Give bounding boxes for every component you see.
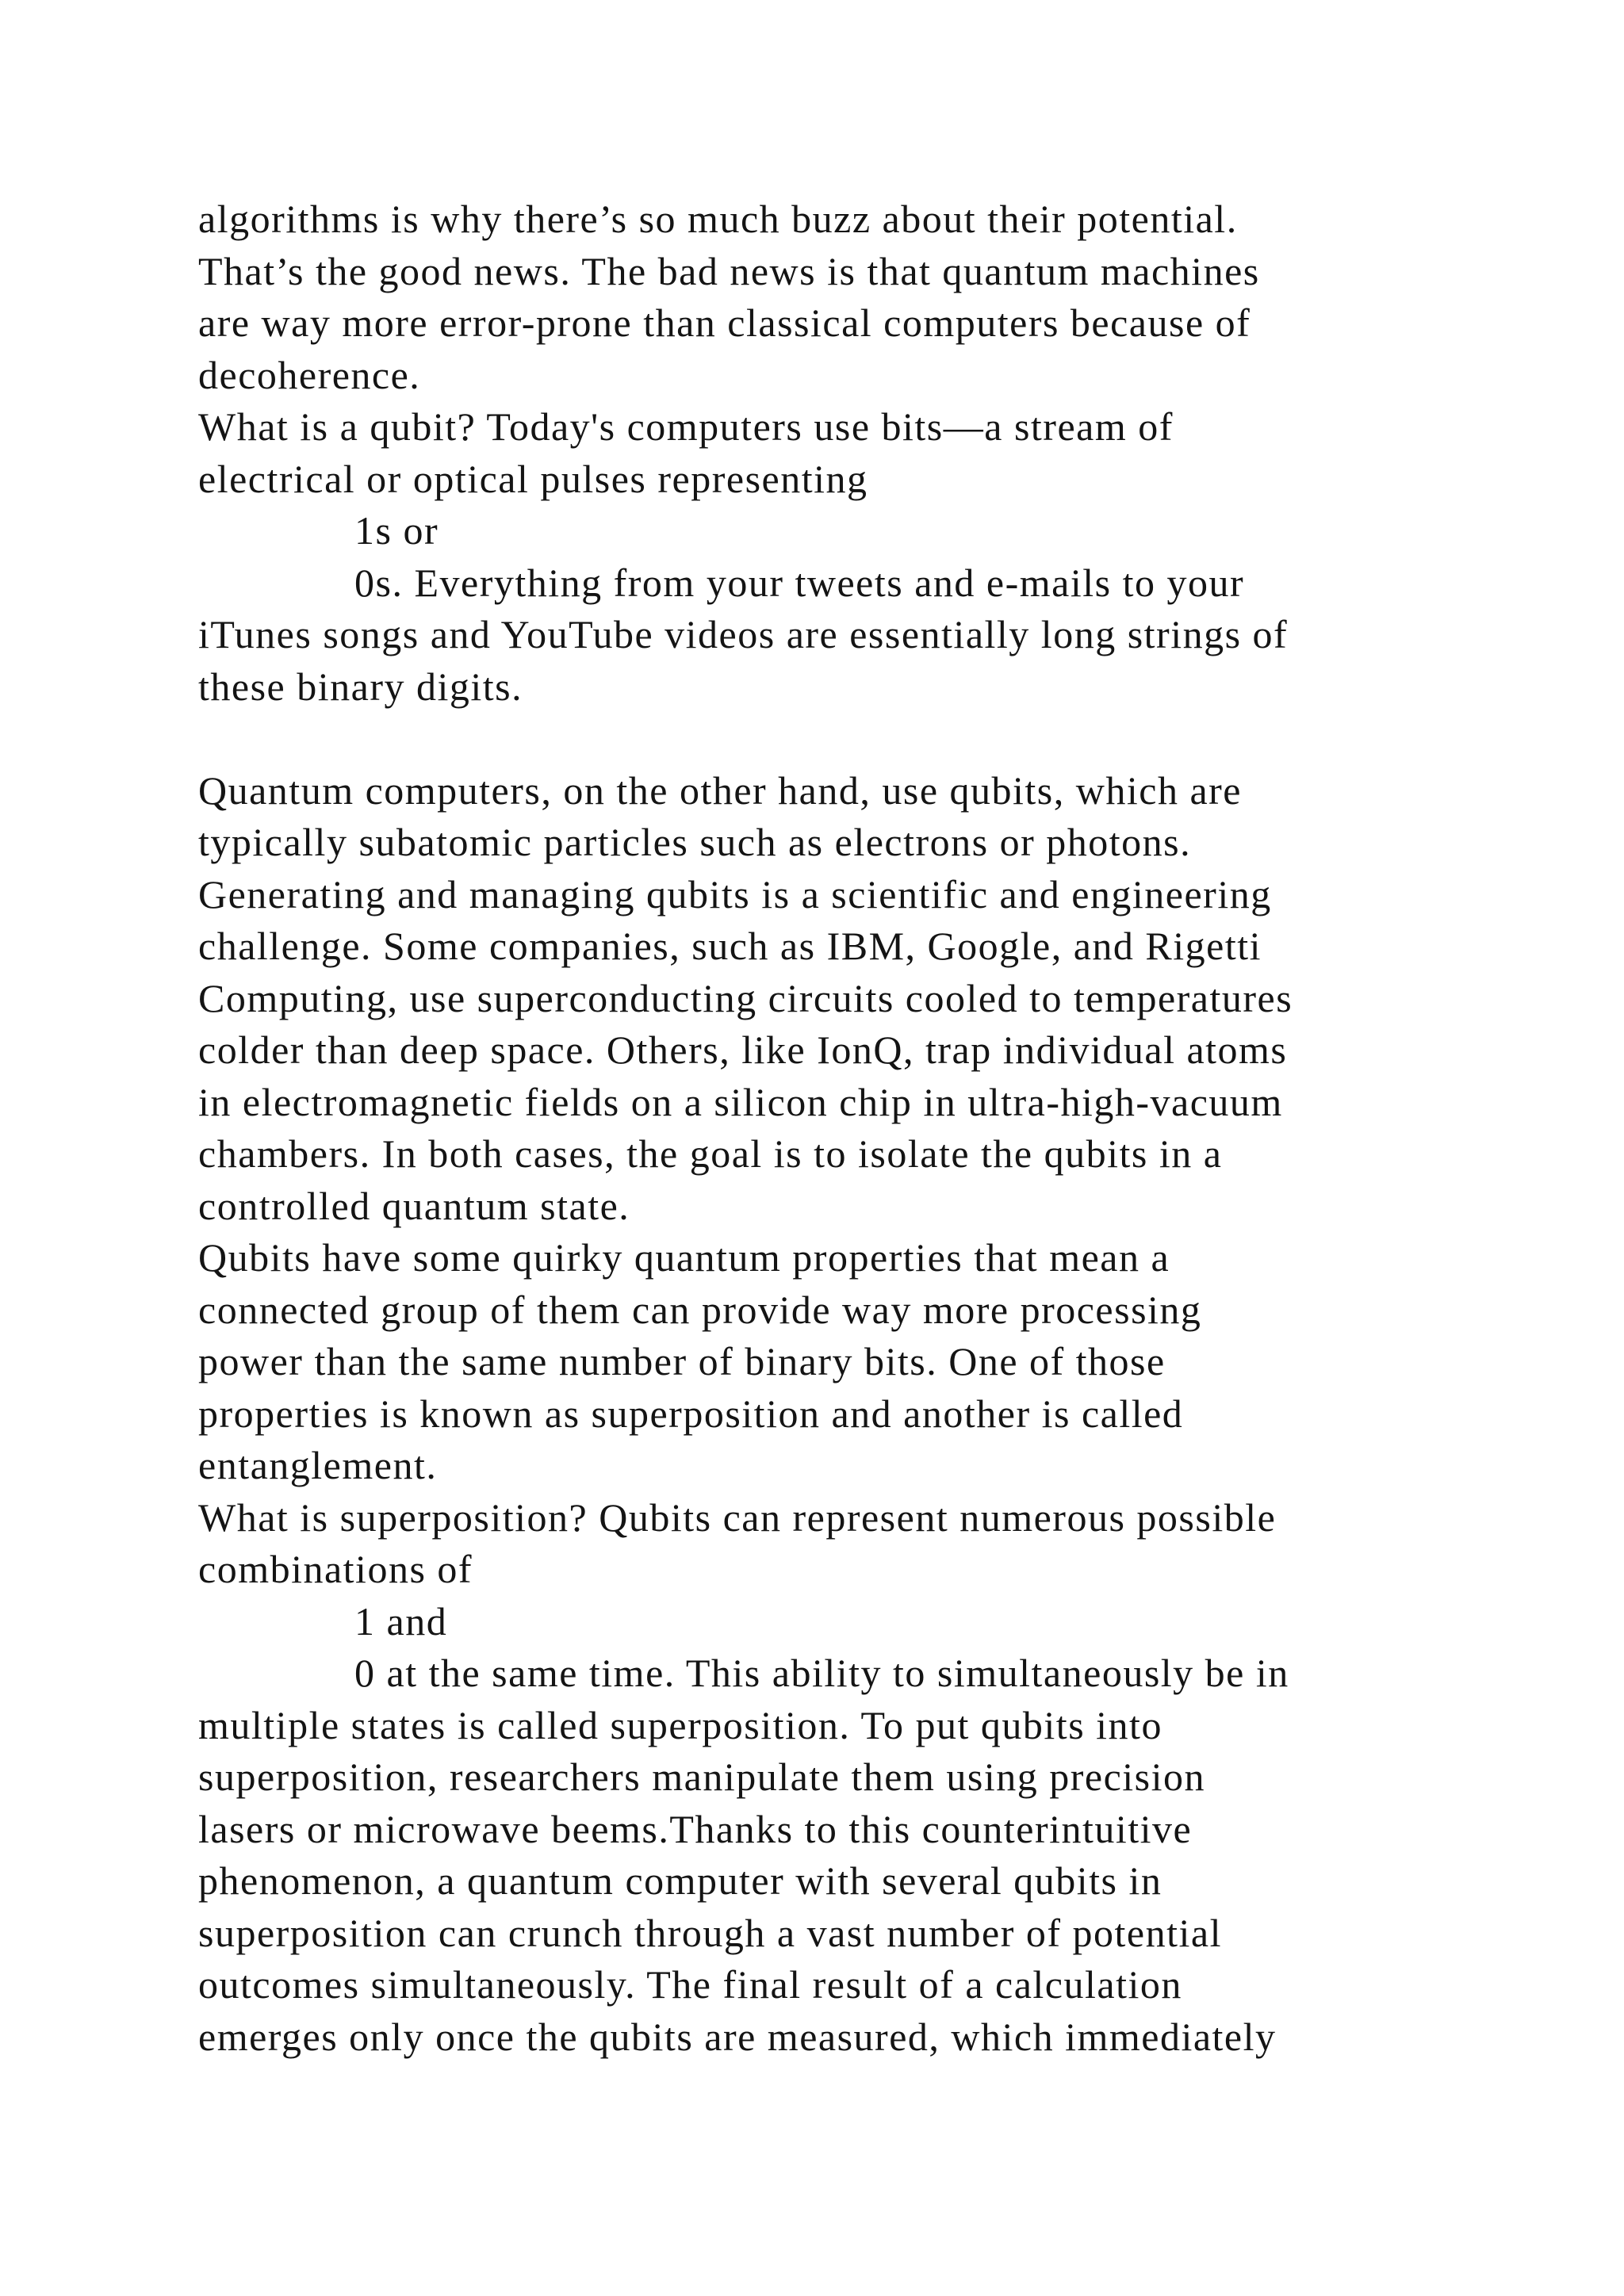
text-line: Generating and managing qubits is a scientific and engineering [198, 871, 1272, 916]
text-line: iTunes songs and YouTube videos are essentially long strings of [198, 612, 1289, 656]
text-line: That’s the good news. The bad news is that quantum machines [198, 248, 1260, 293]
text-line: typically subatomic particles such as electrons or photons. [198, 820, 1192, 864]
text-line: Computing, use superconducting circuits cooled to temperatures [198, 975, 1293, 1020]
text-line: What is a qubit? Today's computers use bits—a stream of [198, 404, 1174, 449]
text-line: What is superposition? Qubits can represent numerous possible [198, 1494, 1277, 1540]
text-line-indented: 1s or [354, 508, 439, 553]
text-line-indented: 1 and [354, 1598, 448, 1644]
text-line: superposition can crunch through a vast number of potential [198, 1910, 1222, 1955]
text-line: properties is known as superposition and another is called [198, 1391, 1184, 1436]
text-line: lasers or microwave beems.Thanks to this counterintuitive [198, 1806, 1193, 1851]
text-line: entanglement. [198, 1443, 438, 1487]
text-line: colder than deep space. Others, like IonQ, trap individual atoms [198, 1027, 1288, 1072]
text-line: power than the same number of binary bits. One of those [198, 1339, 1166, 1383]
text-line: emerges only once the qubits are measured, which immediately [198, 2014, 1277, 2059]
text-line: challenge. Some companies, such as IBM, Google, and Rigetti [198, 924, 1262, 968]
text-line: controlled quantum state. [198, 1183, 630, 1228]
body-text [198, 193, 1507, 2063]
text-line: are way more error-prone than classical computers because of [198, 300, 1251, 345]
text-line: Quantum computers, on the other hand, use qubits, which are [198, 767, 1242, 813]
text-line: chambers. In both cases, the goal is to isolate the qubits in a [198, 1131, 1223, 1176]
text-line: decoherence. [198, 352, 421, 397]
text-line: connected group of them can provide way more processing [198, 1287, 1202, 1332]
text-line-indented: 0 at the same time. This ability to simultaneously be in [354, 1651, 1289, 1695]
text-line: multiple states is called superposition. To put qubits into [198, 1702, 1162, 1747]
text-line: Qubits have some quirky quantum properties that mean a [198, 1235, 1170, 1280]
text-line: combinations of [198, 1547, 473, 1591]
text-line: superposition, researchers manipulate them using precision [198, 1755, 1206, 1799]
text-line: in electromagnetic fields on a silicon chip in ultra-high-vacuum [198, 1079, 1283, 1124]
text-line: phenomenon, a quantum computer with several qubits in [198, 1858, 1162, 1903]
text-line-indented: 0s. Everything from your tweets and e-mails to your [354, 560, 1245, 605]
blank-line [198, 713, 1507, 765]
text-line: these binary digits. [198, 664, 523, 709]
text-line: outcomes simultaneously. The final result of a calculation [198, 1962, 1182, 2007]
text-line: electrical or optical pulses representing [198, 456, 868, 501]
text-line: algorithms is why there’s so much buzz about their potential. [198, 197, 1238, 241]
